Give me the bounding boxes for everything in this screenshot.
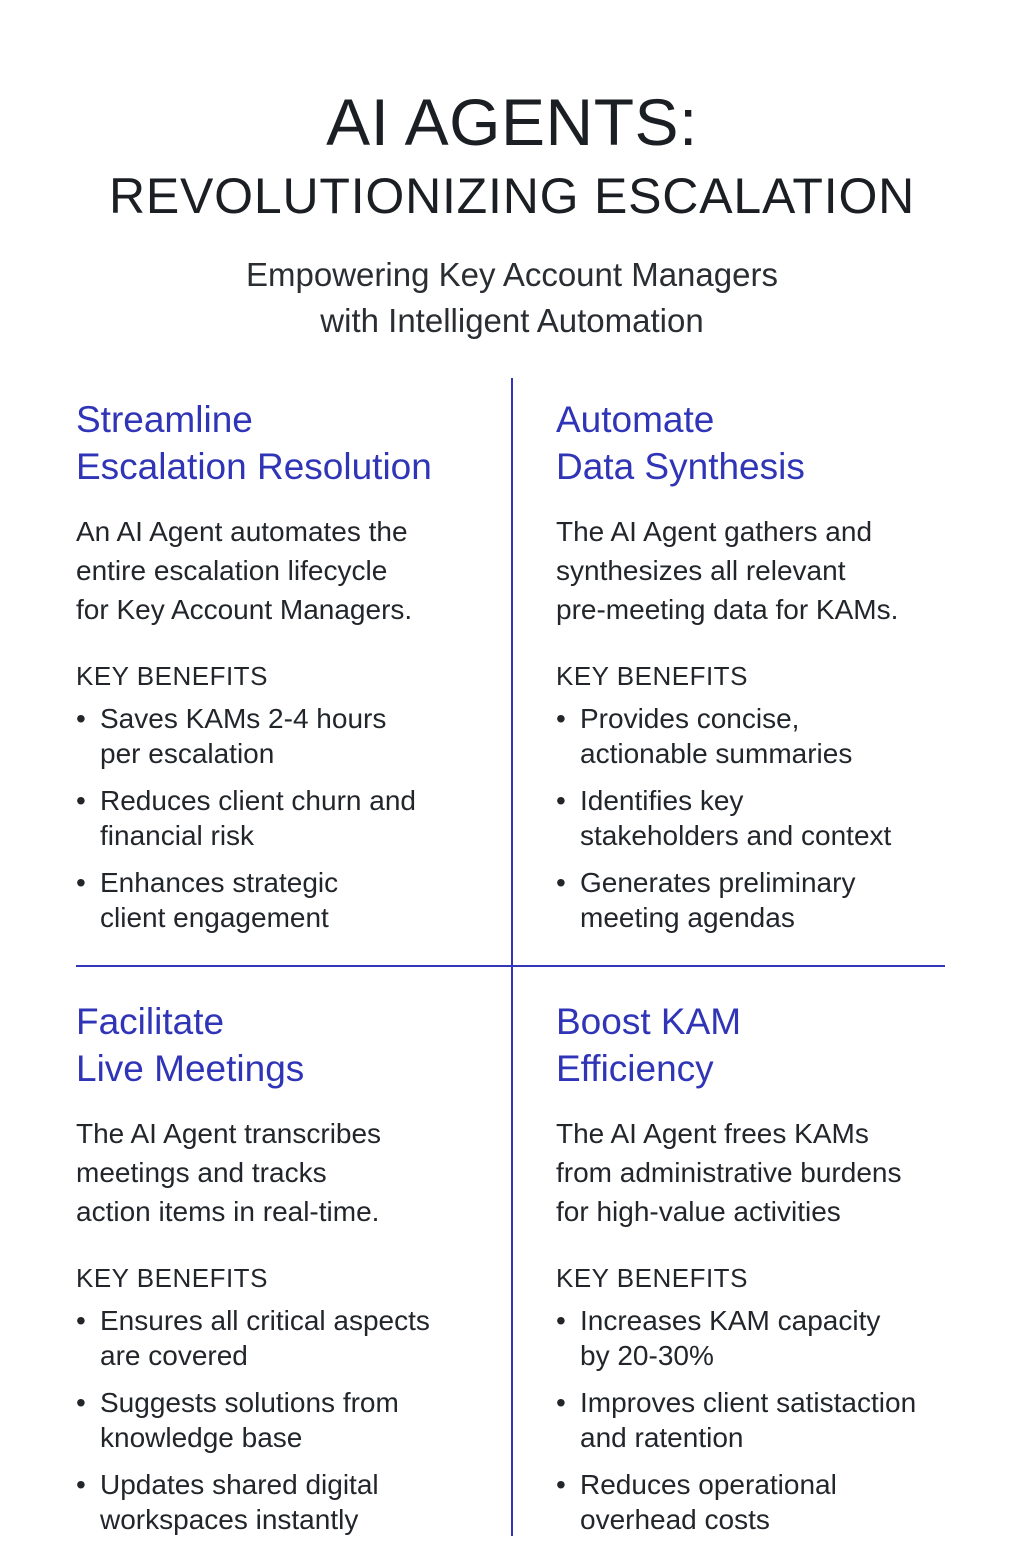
bullet-icon: •	[556, 785, 566, 816]
benefits-list	[76, 701, 496, 935]
benefit-item	[556, 783, 976, 853]
benefit-line: per escalation	[100, 738, 275, 769]
benefit-line: are covered	[100, 1340, 248, 1371]
key-benefits-label: KEY BENEFITS	[76, 1263, 268, 1293]
section-automate-data-synthesis	[556, 396, 976, 947]
page-title: AI AGENTS:	[326, 85, 698, 159]
benefit-line: Ensures all critical aspects	[100, 1305, 430, 1336]
section-title-line: Escalation Resolution	[76, 446, 432, 487]
benefit-line: Reduces operational	[580, 1469, 837, 1500]
section-description	[556, 1114, 976, 1231]
section-title	[556, 998, 976, 1092]
benefit-item	[76, 701, 496, 771]
bullet-icon: •	[76, 785, 86, 816]
benefit-line: Updates shared digital	[100, 1469, 379, 1500]
benefit-line: workspaces instantly	[100, 1504, 359, 1535]
section-title	[76, 396, 496, 490]
description-line: for high-value activities	[556, 1196, 841, 1227]
benefit-item	[556, 701, 976, 771]
bullet-icon: •	[556, 1469, 566, 1500]
section-description	[76, 512, 496, 629]
description-line: pre-meeting data for KAMs.	[556, 594, 899, 625]
benefit-item	[76, 783, 496, 853]
subtitle-line: Empowering Key Account Managers	[246, 256, 778, 293]
page-subtitle	[0, 252, 1024, 344]
description-line: from administrative burdens	[556, 1157, 902, 1188]
benefits-list	[556, 1303, 976, 1537]
benefits-list	[556, 701, 976, 935]
section-description	[76, 1114, 496, 1231]
benefit-line: Identifies key	[580, 785, 744, 816]
benefit-line: financial risk	[100, 820, 255, 851]
description-line: The AI Agent frees KAMs	[556, 1118, 869, 1149]
bullet-icon: •	[76, 703, 86, 734]
benefit-line: Saves KAMs 2-4 hours	[100, 703, 387, 734]
description-line: action items in real-time.	[76, 1196, 380, 1227]
key-benefits-label: KEY BENEFITS	[556, 1263, 748, 1293]
benefit-line: Increases KAM capacity	[580, 1305, 881, 1336]
bullet-icon: •	[556, 1305, 566, 1336]
benefit-item	[76, 1467, 496, 1537]
benefit-line: Reduces client churn and	[100, 785, 416, 816]
benefit-item	[76, 1385, 496, 1455]
benefit-item	[556, 1467, 976, 1537]
horizontal-divider	[76, 965, 945, 967]
section-title-line: Efficiency	[556, 1048, 714, 1089]
section-title	[76, 998, 496, 1092]
benefit-item	[556, 865, 976, 935]
section-title-line: Data Synthesis	[556, 446, 805, 487]
section-title-line: Automate	[556, 399, 715, 440]
bullet-icon: •	[76, 1469, 86, 1500]
benefit-line: knowledge base	[100, 1422, 303, 1453]
benefit-line: client engagement	[100, 902, 329, 933]
benefit-line: Generates preliminary	[580, 867, 856, 898]
section-facilitate-live-meetings	[76, 998, 496, 1549]
benefit-item	[556, 1303, 976, 1373]
header	[0, 84, 1024, 344]
benefit-line: Enhances strategic	[100, 867, 339, 898]
section-title	[556, 396, 976, 490]
bullet-icon: •	[556, 1387, 566, 1418]
benefit-line: actionable summaries	[580, 738, 853, 769]
benefits-list	[76, 1303, 496, 1537]
benefit-item	[76, 1303, 496, 1373]
section-boost-kam-efficiency	[556, 998, 976, 1549]
section-title-line: Facilitate	[76, 1001, 225, 1042]
bullet-icon: •	[556, 703, 566, 734]
section-streamline-escalation	[76, 396, 496, 947]
benefit-line: overhead costs	[580, 1504, 770, 1535]
vertical-divider	[511, 378, 513, 1536]
description-line: entire escalation lifecycle	[76, 555, 388, 586]
bullet-icon: •	[556, 867, 566, 898]
section-description	[556, 512, 976, 629]
section-title-line: Boost KAM	[556, 1001, 742, 1042]
description-line: The AI Agent transcribes	[76, 1118, 382, 1149]
benefit-item	[556, 1385, 976, 1455]
bullet-icon: •	[76, 867, 86, 898]
bullet-icon: •	[76, 1305, 86, 1336]
benefit-line: meeting agendas	[580, 902, 795, 933]
description-line: meetings and tracks	[76, 1157, 327, 1188]
page-title-secondary: REVOLUTIONIZING ESCALATION	[108, 168, 916, 224]
benefit-line: Suggests solutions from	[100, 1387, 399, 1418]
key-benefits-label: KEY BENEFITS	[76, 661, 268, 691]
key-benefits-label: KEY BENEFITS	[556, 661, 748, 691]
section-title-line: Streamline	[76, 399, 253, 440]
benefit-line: and ratention	[580, 1422, 744, 1453]
benefit-item	[76, 865, 496, 935]
benefit-line: Provides concise,	[580, 703, 800, 734]
bullet-icon: •	[76, 1387, 86, 1418]
description-line: synthesizes all relevant	[556, 555, 846, 586]
benefit-line: Improves client satistaction	[580, 1387, 917, 1418]
section-title-line: Live Meetings	[76, 1048, 305, 1089]
benefit-line: by 20-30%	[580, 1340, 714, 1371]
description-line: The AI Agent gathers and	[556, 516, 873, 547]
subtitle-line: with Intelligent Automation	[320, 302, 704, 339]
benefit-line: stakeholders and context	[580, 820, 892, 851]
description-line: An AI Agent automates the	[76, 516, 408, 547]
description-line: for Key Account Managers.	[76, 594, 413, 625]
